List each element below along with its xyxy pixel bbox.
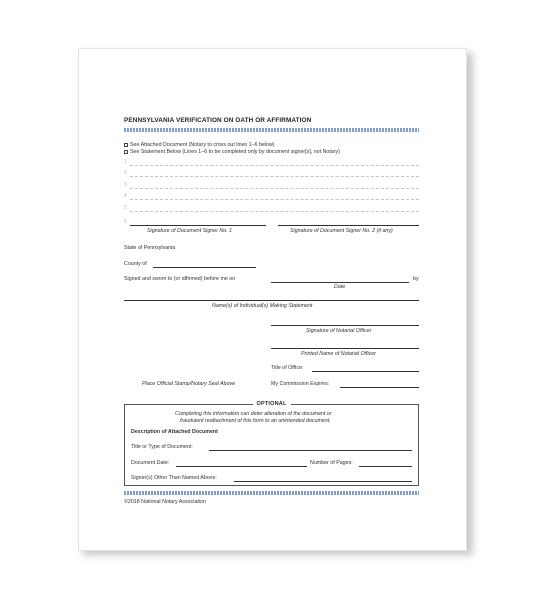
top-divider-bar <box>124 128 419 132</box>
names-label: Name(s) of Individual(s) Making Statement <box>212 303 313 309</box>
county-label: County of <box>124 261 147 267</box>
checkbox-statement-below[interactable] <box>124 150 128 154</box>
commission-expires-field[interactable] <box>340 387 419 388</box>
line-number-3: 3 <box>124 182 127 188</box>
line-number-2: 2 <box>124 170 127 176</box>
optional-section-box <box>124 401 419 486</box>
doc-date-label: Document Date: <box>131 460 170 466</box>
line-number-6: 6 <box>124 219 127 225</box>
date-label: Date <box>334 284 346 290</box>
notary-printed-name-line[interactable] <box>271 348 419 349</box>
optional-heading: OPTIONAL <box>252 401 290 407</box>
by-label: by <box>413 276 419 282</box>
option-statement-label: See Statement Below (Lines 1–6 to be completed only by document signer[s], not Notary) <box>130 149 340 155</box>
other-signers-label: Signer(s) Other Than Named Above: <box>131 475 217 481</box>
county-field[interactable] <box>153 267 256 268</box>
notary-form-page <box>78 48 467 551</box>
signer2-signature-line[interactable] <box>278 225 419 226</box>
copyright-text: ©2018 National Notary Association <box>124 499 206 505</box>
num-pages-field[interactable] <box>359 466 412 467</box>
form-title: PENNSYLVANIA VERIFICATION ON OATH OR AFFIRMATION <box>124 117 312 124</box>
statement-line-1[interactable] <box>130 165 419 166</box>
notary-signature-line[interactable] <box>271 325 419 326</box>
title-of-office-field[interactable] <box>312 371 419 372</box>
notary-printed-name-label: Printed Name of Notarial Officer <box>301 351 377 357</box>
line-number-4: 4 <box>124 193 127 199</box>
line-number-5: 5 <box>124 205 127 211</box>
state-label: State of Pennsylvania <box>124 245 176 251</box>
doc-title-field[interactable] <box>209 450 412 451</box>
description-heading: Description of Attached Document <box>131 429 218 435</box>
option-attached-document[interactable] <box>124 142 275 148</box>
individual-names-field[interactable] <box>124 300 419 301</box>
optional-note-line2: fraudulent reattachment of this form to an unintended document. <box>180 418 331 424</box>
statement-line-2[interactable] <box>130 176 419 177</box>
title-of-office-label: Title of Office: <box>271 365 304 371</box>
other-signers-field[interactable] <box>234 481 412 482</box>
num-pages-label: Number of Pages: <box>310 460 353 466</box>
signer1-label: Signature of Document Signer No. 1 <box>147 228 233 234</box>
sworn-date-field[interactable] <box>271 282 409 283</box>
sworn-statement-text: Signed and sworn to (or affirmed) before me on <box>124 276 236 282</box>
bottom-divider-bar <box>124 491 419 495</box>
statement-line-5[interactable] <box>130 211 419 212</box>
option-statement-below[interactable] <box>124 149 340 155</box>
signer2-label: Signature of Document Signer No. 2 (if any) <box>290 228 393 234</box>
optional-note-line1: Completing this information can deter alteration of the document or <box>175 411 332 417</box>
option-attached-label: See Attached Document (Notary to cross out lines 1–6 below) <box>130 142 275 148</box>
doc-title-label: Title or Type of Document: <box>131 444 193 450</box>
statement-line-3[interactable] <box>130 188 419 189</box>
signer1-signature-line[interactable] <box>130 225 266 226</box>
checkbox-attached-document[interactable] <box>124 143 128 147</box>
stamp-placement-label: Place Official Stamp/Notary Seal Above <box>142 381 236 387</box>
line-number-1: 1 <box>124 159 127 165</box>
statement-line-4[interactable] <box>130 199 419 200</box>
commission-expires-label: My Commission Expires: <box>271 381 330 387</box>
notary-signature-label: Signature of Notarial Officer <box>306 328 372 334</box>
doc-date-field[interactable] <box>176 466 307 467</box>
